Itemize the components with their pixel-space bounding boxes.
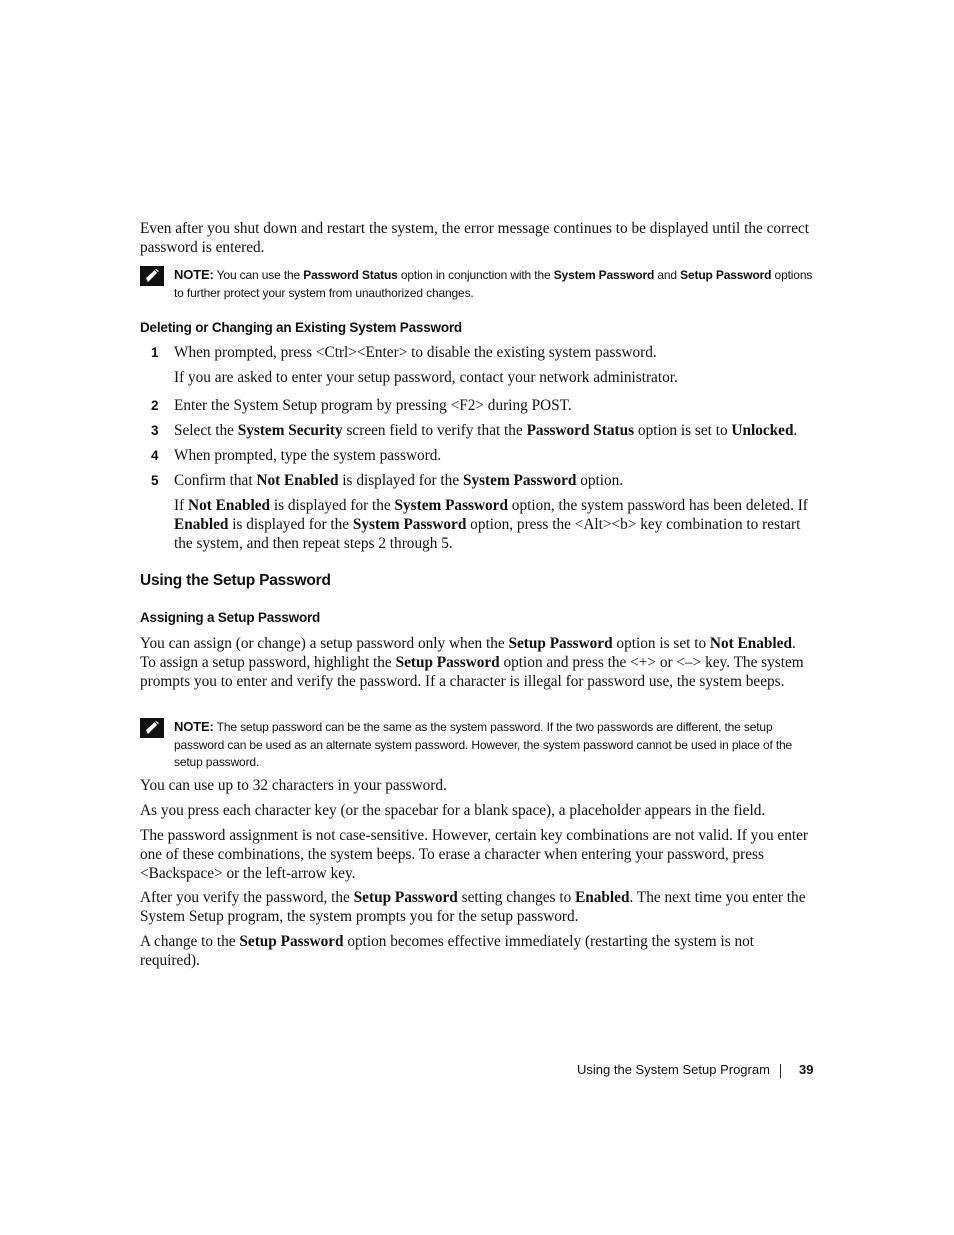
bold-term: System Security [237,422,343,439]
text-part: screen field to verify that the [342,422,527,439]
body-paragraph: You can use up to 32 characters in your password. [140,777,447,794]
bold-term: Enabled [575,889,630,906]
section-heading: Deleting or Changing an Existing System Password [140,320,462,335]
page-number: 39 [799,1062,814,1077]
text-part: A change to the [140,933,240,950]
note-text-part: The setup password can be the same as the system password. If the two passwords are different, the setup password can be used as an alternate system password. However, the system password cannot be used in place of the setup password. [174,720,793,769]
text-part: option is set to [634,422,732,439]
bold-term: System Password [352,516,467,533]
note-text-part: option in conjunction with the [397,268,554,282]
note-pencil-icon [140,718,164,738]
text-part: is displayed for the [338,472,463,489]
note-bold-term: System Password [553,268,655,282]
bold-term: Setup Password [239,933,344,950]
step-subtext [174,496,812,553]
note-text [174,718,814,772]
bold-term: Setup Password [508,635,613,652]
bold-term: Setup Password [353,889,458,906]
bold-term: Not Enabled [188,497,271,514]
step-text [174,471,812,490]
text-part: option is set to [612,635,710,652]
bold-term: Enabled [174,516,229,533]
note-pencil-icon [140,266,164,286]
note-text-part: You can use the [216,268,304,282]
step-text [174,421,812,440]
text-part: setting changes to [457,889,576,906]
text-part: . To assign a setup password, highlight the [140,635,796,671]
step-number: 3 [151,423,159,438]
text-part: option, press the <Alt><b> key combination to restart the system, and then repeat steps 2 through 5. [174,516,801,552]
text-part: is displayed for the [270,497,395,514]
body-paragraph [140,634,812,691]
footer-chapter-title: Using the System Setup Program [577,1062,770,1077]
bold-term: Not Enabled [709,635,792,652]
text-part: option. [576,472,624,489]
note-bold-term: Setup Password [680,268,772,282]
step-text: Enter the System Setup program by pressing <F2> during POST. [174,397,572,414]
text-part: is displayed for the [228,516,353,533]
step-number: 2 [151,398,159,413]
body-paragraph [140,888,812,926]
body-paragraph: The password assignment is not case-sensitive. However, certain key combinations are not valid. If you enter one of these combinations, the system beeps. To erase a character when entering your password, press <Backspace> or the left-arrow key. [140,827,809,882]
note-text-part: and [654,268,681,282]
step-number: 4 [151,448,159,463]
bold-term: Unlocked [731,422,794,439]
text-part: You can assign (or change) a setup password only when the [140,635,509,652]
bold-term: Not Enabled [256,472,339,489]
step-subtext: If you are asked to enter your setup password, contact your network administrator. [174,369,678,386]
section-heading: Assigning a Setup Password [140,610,321,625]
bold-term: System Password [394,497,508,514]
section-title: Using the Setup Password [140,572,331,589]
text-part: After you verify the password, the [140,889,354,906]
text-part: option becomes effective immediately (restarting the system is not required). [140,933,755,969]
bold-term: Setup Password [395,654,500,671]
bold-term: Password Status [526,422,635,439]
body-paragraph: As you press each character key (or the spacebar for a blank space), a placeholder appears in the field. [140,802,766,819]
footer-separator [780,1064,781,1078]
note-text-part: options to further protect your system from unauthorized changes. [174,268,813,300]
text-part: Confirm that [174,472,257,489]
text-part: Select the [174,422,238,439]
step-text: When prompted, type the system password. [174,447,442,464]
text-part: . The next time you enter the System Setup program, the system prompts you for the setup password. [140,889,806,925]
note-label: NOTE: [174,267,214,282]
body-paragraph [140,932,812,970]
note-text [174,266,814,302]
step-text: When prompted, press <Ctrl><Enter> to disable the existing system password. [174,344,657,361]
bold-term: System Password [462,472,577,489]
step-number: 5 [151,473,159,488]
step-number: 1 [151,345,159,360]
text-part: . [793,422,798,439]
text-part: option and press the <+> or <–> key. The system prompts you to enter and verify the password. If a character is illegal for password use, the system beeps. [140,654,804,690]
text-part: If [174,497,189,514]
intro-paragraph: Even after you shut down and restart the system, the error message continues to be displayed until the correct password is entered. [140,220,810,256]
text-part: option, the system password has been deleted. If [507,497,808,514]
note-bold-term: Password Status [303,268,398,282]
note-label: NOTE: [174,719,214,734]
